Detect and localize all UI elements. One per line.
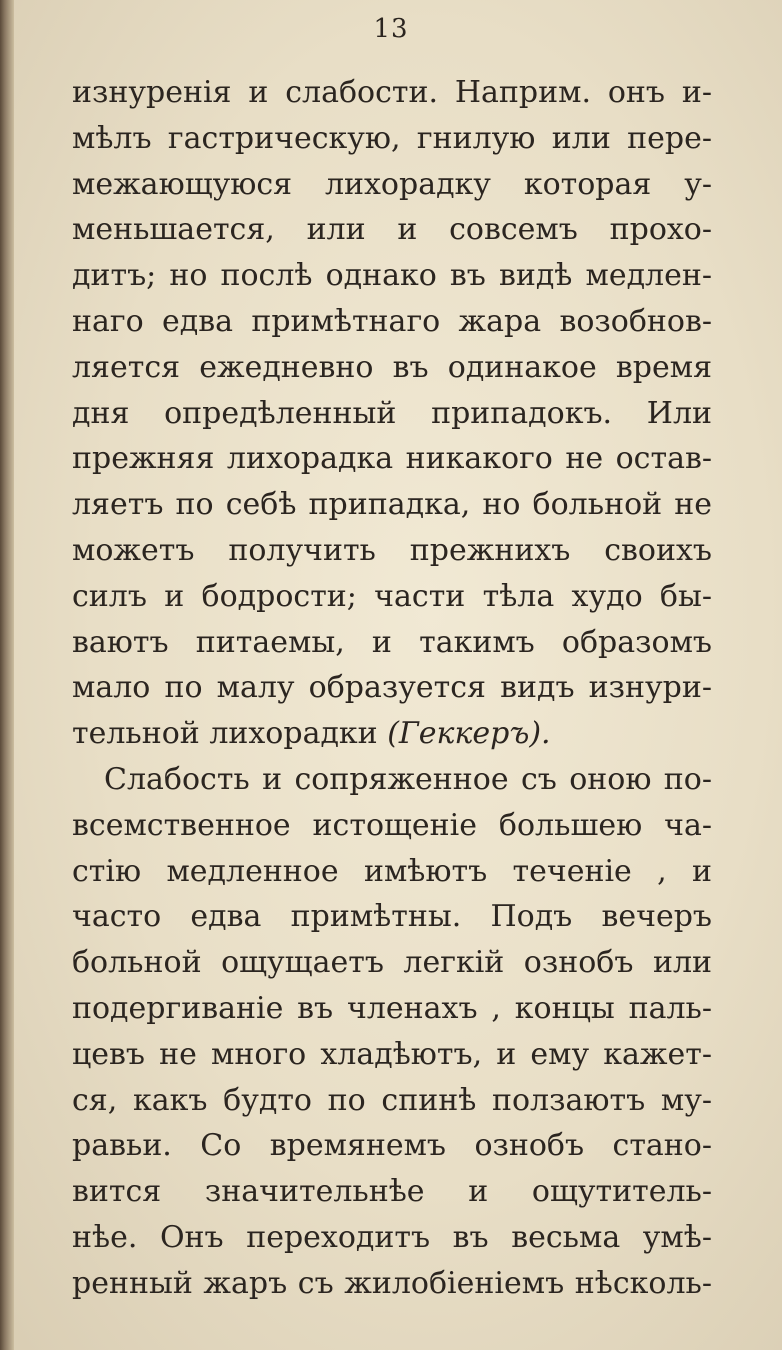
citation: (Геккеръ). (387, 716, 551, 752)
text-line: мѣлъ гастрическую, гнилую или пере- (72, 120, 712, 156)
text-line: дня опредѣленный припадокъ. Или (72, 395, 712, 431)
text-line: ляется ежедневно въ одинакое время (72, 349, 712, 385)
text-line: мало по малу образуется видъ изнури- (72, 670, 712, 706)
text-line: равьи. Со времянемъ ознобъ стано- (72, 1128, 712, 1164)
page-text (72, 70, 712, 1307)
text-line: наго едва примѣтнаго жара возобнов- (72, 303, 712, 339)
text-line: подергиваніе въ членахъ , концы паль- (72, 990, 712, 1026)
text-line: ренный жаръ съ жилобіеніемъ нѣсколь- (72, 1265, 712, 1301)
text-line: Слабость и сопряженное съ оною по- (104, 761, 712, 797)
text-line: прежняя лихорадка никакого не остав- (72, 441, 712, 477)
text-line: ся, какъ будто по спинѣ ползаютъ му- (72, 1082, 712, 1118)
text-line: меньшается, или и совсемъ прохо- (72, 212, 712, 248)
text-line-last (72, 711, 712, 757)
text-line: ваютъ питаемы, и такимъ образомъ (72, 624, 712, 660)
text-line: часто едва примѣтны. Подъ вечеръ (72, 899, 712, 935)
text-line: нѣе. Онъ переходитъ въ весьма умѣ- (72, 1219, 712, 1255)
text-line: силъ и бодрости; части тѣла худо бы- (72, 578, 712, 614)
text-line: стію медленное имѣютъ теченіе , и (72, 853, 712, 889)
text-line-fragment: тельной лихорадки (72, 716, 378, 752)
text-line: межающуюся лихорадку которая у- (72, 166, 712, 202)
text-line: цевъ не много хладѣютъ, и ему кажет- (72, 1036, 712, 1072)
page-binding-edge (0, 0, 14, 1350)
text-line: дитъ; но послѣ однако въ видѣ медлен- (72, 258, 712, 294)
text-line: больной ощущаетъ легкій ознобъ или (72, 945, 712, 981)
text-line: всемственное истощеніе большею ча- (72, 807, 712, 843)
page-number: 13 (373, 14, 409, 44)
text-line: вится значительнѣе и ощутитель- (72, 1174, 712, 1210)
text-line: ляетъ по себѣ припадка, но больной не (72, 487, 712, 523)
text-line: можетъ получить прежнихъ своихъ (72, 532, 712, 568)
text-line: изнуренія и слабости. Наприм. онъ и- (72, 75, 712, 110)
